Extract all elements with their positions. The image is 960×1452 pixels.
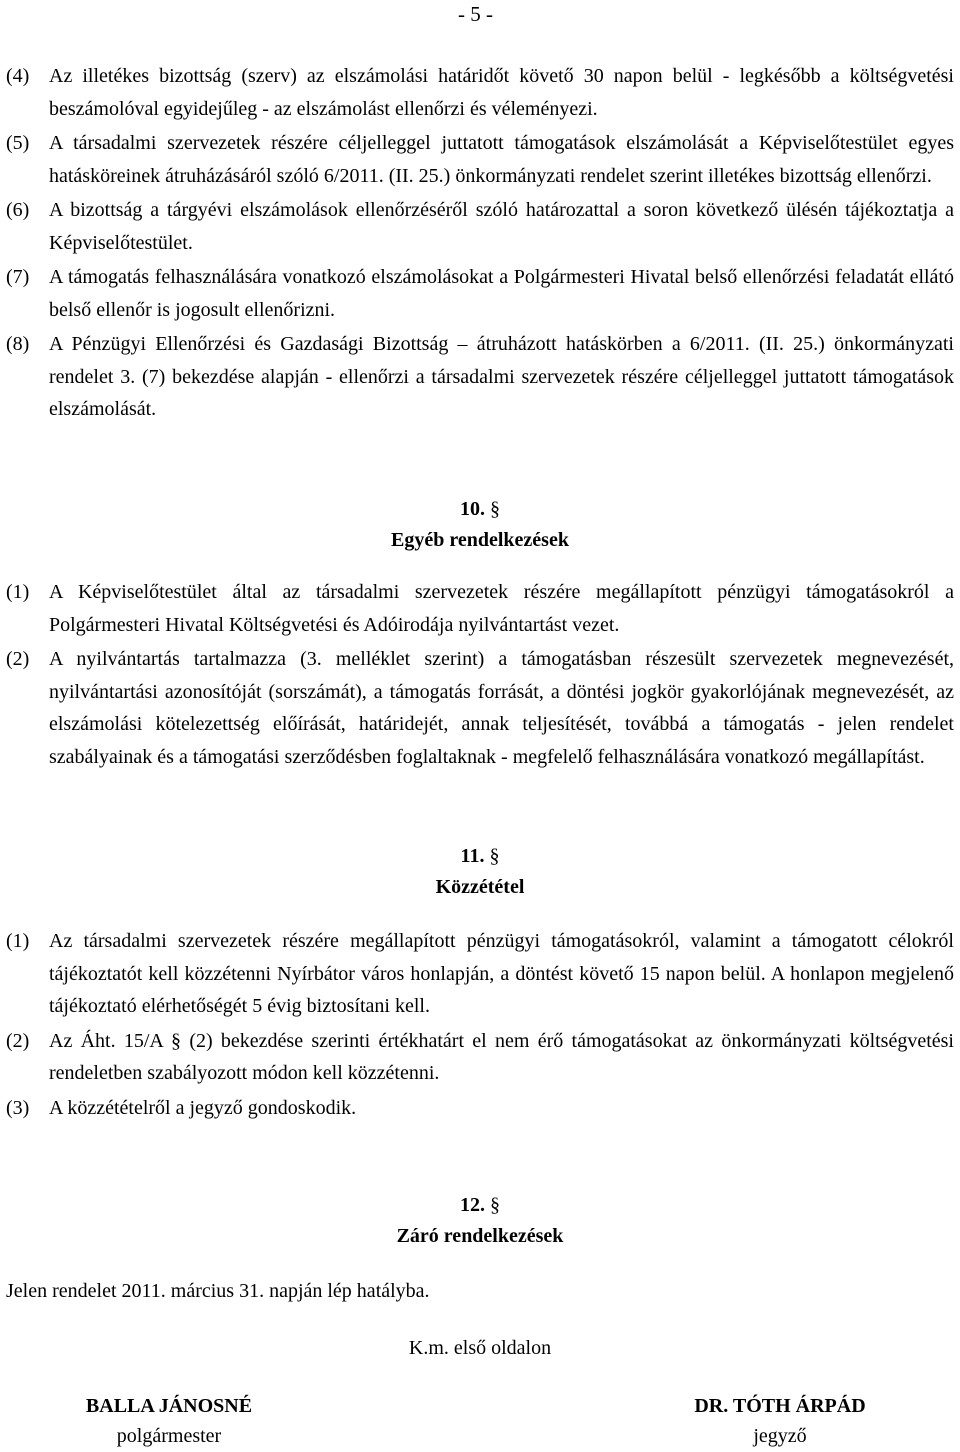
signature-left: [44, 1391, 294, 1451]
paragraph-number: (2): [6, 648, 30, 670]
effective-date-text: Jelen rendelet 2011. március 31. napján lép hatályba.: [6, 1280, 430, 1302]
paragraph-text: A közzétételről a jegyző gondoskodik.: [49, 1096, 357, 1119]
paragraph-11-3: [6, 1092, 954, 1125]
paragraph-text: A bizottság a tárgyévi elszámolások ellenőrzéséről szóló határozattal a soron következő ülésén tájékoztatja a Képviselőtestület.: [49, 199, 954, 254]
paragraph-text: Az Áht. 15/A § (2) bekezdése szerinti értékhatárt el nem érő támogatásokat az önkormányzati költségvetési rendeletben szabályozott módon kell közzétenni.: [49, 1029, 954, 1084]
section-title: Közzététel: [435, 876, 525, 898]
signature-right: [660, 1391, 900, 1451]
paragraph-number: (6): [6, 199, 30, 221]
paragraph-number: (8): [6, 333, 30, 355]
paragraph-text: Az illetékes bizottság (szerv) az elszámolási határidőt követő 30 napon belül - legkésőbb a költségvetési beszámolóval egyidejűleg - az elszámolást ellenőrzi és véleményezi.: [49, 65, 954, 120]
paragraph-number: (7): [6, 266, 30, 288]
km-text: K.m. első oldalon: [408, 1337, 552, 1359]
paragraph-sign: §: [490, 498, 500, 520]
paragraph-text: A Képviselőtestület által az társadalmi szervezetek részére megállapított pénzügyi támogatásokról a Polgármesteri Hivatal Költségvetési és Adóirodája nyilvántartást vezet.: [49, 581, 954, 636]
paragraph-sign: §: [490, 1194, 500, 1216]
paragraph-number: (1): [6, 930, 30, 952]
section-number: 12.: [460, 1194, 485, 1216]
paragraph-10-1: [6, 576, 954, 641]
section-12-heading: [0, 1190, 960, 1252]
paragraph-10-2: [6, 643, 954, 773]
paragraph-number: (5): [6, 132, 30, 154]
paragraph-11-1: [6, 925, 954, 1023]
signatory-name: DR. TÓTH ÁRPÁD: [694, 1395, 866, 1417]
section-10-heading: [0, 494, 960, 556]
section-9-paragraphs: [6, 60, 954, 428]
paragraph-text: A Pénzügyi Ellenőrzési és Gazdasági Bizottság – átruházott hatáskörben a 6/2011. (II. 25.) önkormányzati rendelet 3. (7) bekezdése alapján - ellenőrzi a társadalmi szervezetek részére céljelleggel juttatott támogatások elszámolását.: [49, 333, 954, 420]
paragraph-9-4: [6, 60, 954, 125]
paragraph-number: (2): [6, 1029, 30, 1052]
paragraph-9-7: [6, 261, 954, 326]
section-number: 11.: [460, 845, 485, 867]
paragraph-sign: §: [489, 845, 500, 867]
paragraph-text: A társadalmi szervezetek részére céljelleggel juttatott támogatások elszámolását a Képviselőtestület egyes hatásköreinek átruházásáról szóló 6/2011. (II. 25.) önkormányzati rendelet szerint illetékes bizottság ellenőrzi.: [49, 132, 954, 187]
paragraph-number: (4): [6, 65, 30, 87]
paragraph-text: A nyilvántartás tartalmazza (3. melléklet szerint) a támogatásban részesült szervezetek megnevezését, nyilvántartási azonosítóját (sorszámát), a támogatás forrását, a döntési jogkör gyakorlójának megnevezését, az elszámolási kötelezettség előírását, határidejét, annak teljesítését, továbbá a támogatás - jelen rendelet szabályainak és a támogatási szerződésben foglaltaknak - megfelelő felhasználására vonatkozó megállapítást.: [49, 648, 954, 768]
paragraph-9-5: [6, 127, 954, 192]
paragraph-number: (3): [6, 1096, 30, 1119]
paragraph-9-8: [6, 328, 954, 426]
section-10-paragraphs: [6, 576, 954, 775]
paragraph-number: (1): [6, 581, 30, 603]
section-title: Egyéb rendelkezések: [391, 529, 569, 551]
paragraph-9-6: [6, 194, 954, 259]
section-title: Záró rendelkezések: [396, 1225, 564, 1247]
paragraph-11-2: [6, 1025, 954, 1090]
signatory-role: polgármester: [116, 1425, 222, 1447]
page-number: - 5 -: [458, 2, 493, 26]
paragraph-text: A támogatás felhasználására vonatkozó elszámolásokat a Polgármesteri Hivatal belső ellenőrzési feladatát ellátó belső ellenőr is jogosult ellenőrizni.: [49, 266, 954, 321]
section-number: 10.: [460, 498, 485, 520]
paragraph-text: Az társadalmi szervezetek részére megállapított pénzügyi támogatásokról, valamint a támogatott célokról tájékoztatót kell közzétenni Nyírbátor város honlapján, a döntést követő 15 napon belül. A honlapon megjelenő tájékoztató elérhetőségét 5 évig biztosítani kell.: [49, 930, 954, 1017]
signatory-role: jegyző: [753, 1425, 807, 1447]
section-11-heading: [0, 841, 960, 903]
section-11-paragraphs: [6, 925, 954, 1126]
signatory-name: BALLA JÁNOSNÉ: [85, 1395, 253, 1417]
